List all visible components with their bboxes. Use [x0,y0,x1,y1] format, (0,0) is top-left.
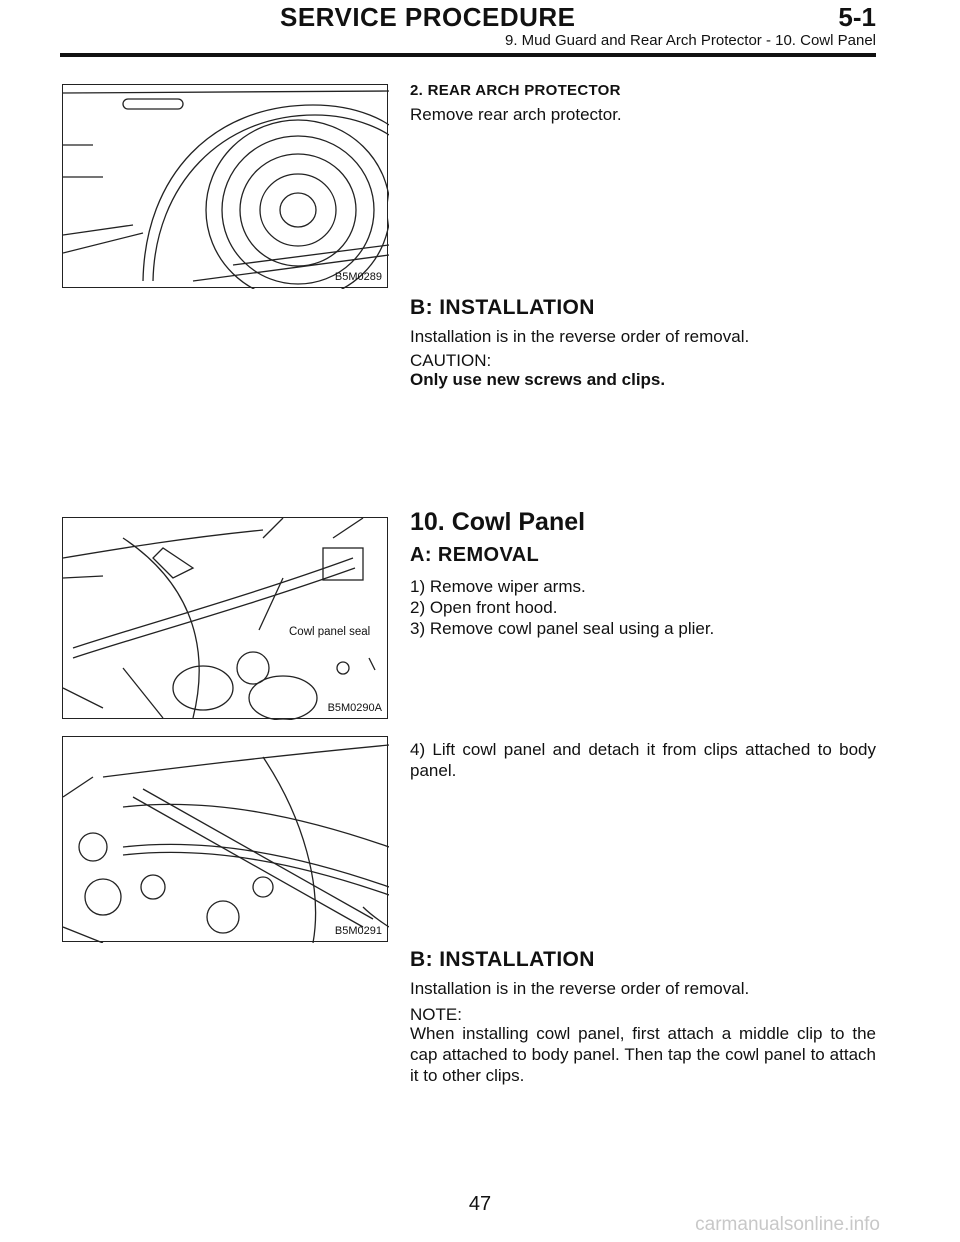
figure-cowl-panel [62,736,388,942]
section-code: 5-1 [838,2,876,32]
step-3: 3) Remove cowl panel seal using a plier. [410,619,715,638]
page-header-title: SERVICE PROCEDURE [280,2,576,32]
caution-text: Only use new screws and clips. [410,370,666,389]
note-label: NOTE: [410,1005,462,1024]
rear-arch-heading: 2. REAR ARCH PROTECTOR [410,82,621,99]
installation-text-2: Installation is in the reverse order of removal. [410,979,750,998]
figure-rear-arch [62,84,388,288]
rear-arch-text: Remove rear arch protector. [410,105,622,124]
figure-code: B5M0290A [327,702,382,714]
cowl-panel-illustration [63,737,389,943]
header-rule [60,53,876,57]
figure-code: B5M0289 [334,271,382,283]
step-4: 4) Lift cowl panel and detach it from clips attached to body panel. [410,740,876,780]
figure-code: B5M0291 [334,925,382,937]
caution-label: CAUTION: [410,351,492,370]
removal-heading: A: REMOVAL [410,544,540,566]
watermark[interactable]: carmanualsonline.info [695,1214,880,1235]
installation-heading: B: INSTALLATION [410,296,595,319]
figure-cowl-seal [62,517,388,719]
cowl-seal-illustration [63,518,389,720]
step-2: 2) Open front hood. [410,598,558,617]
installation-heading-2: B: INSTALLATION [410,948,595,971]
cowl-panel-heading: 10. Cowl Panel [410,508,586,536]
installation-text: Installation is in the reverse order of removal. [410,327,750,346]
page-header-subtitle: 9. Mud Guard and Rear Arch Protector - 10. Cowl Panel [504,32,876,49]
rear-arch-illustration [63,85,389,289]
note-text: When installing cowl panel, first attach a middle clip to the cap attached to body panel. Then tap the cowl panel to attach it to other clips. [410,1024,876,1085]
page-number: 47 [468,1193,492,1215]
step-1: 1) Remove wiper arms. [410,577,586,596]
figure-callout-label: Cowl panel seal [289,626,371,638]
